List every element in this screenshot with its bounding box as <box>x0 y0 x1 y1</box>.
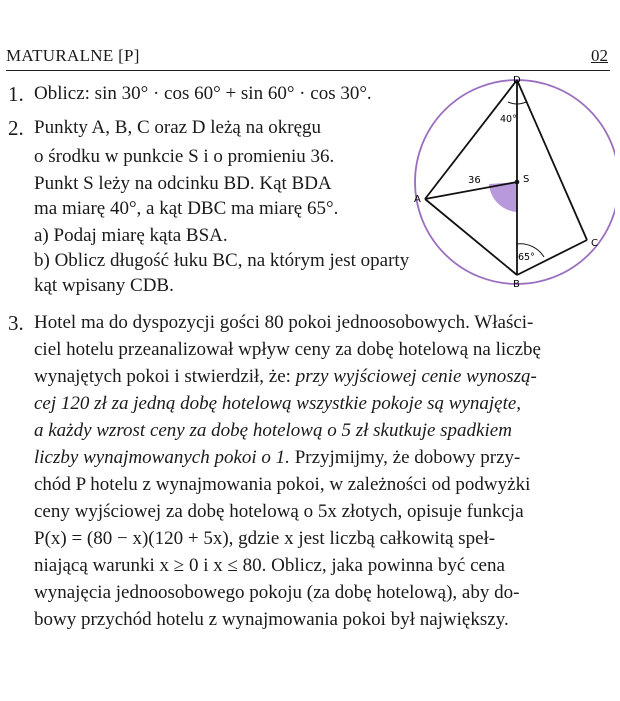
task-3-line-12: bowy przychód hotelu z wynajmowania pokoi był największy. <box>34 609 509 630</box>
label-d: D <box>513 75 521 86</box>
page-number: 02 <box>591 46 608 65</box>
task-3-line-10: niającą warunki x ≥ 0 i x ≤ 80. Oblicz, jaka powinna być cena <box>34 555 505 576</box>
task-1-text: Oblicz: sin 30° · cos 60° + sin 60° · cos 30°. <box>34 83 372 104</box>
label-c: C <box>591 238 598 249</box>
task-1-number: 1. <box>8 82 24 106</box>
task-2-line-1: Punkty A, B, C oraz D leżą na okręgu <box>34 117 322 138</box>
label-b: B <box>513 279 520 290</box>
radius-label: 36 <box>468 175 481 186</box>
task-3-line-8: ceny wyjściowej za dobę hotelową o 5x złotych, opisuje funkcja <box>34 501 524 522</box>
task-3-line-3b: przy wyjściowej cenie wynoszą- <box>295 366 537 387</box>
angle-d-label: 40° <box>500 114 517 125</box>
point-s <box>515 180 520 185</box>
task-3-line-11: wynajęcia jednoosobowego pokoju (za dobę hotelową), aby do- <box>34 582 520 603</box>
task-2-line-4: ma miarę 40°, a kąt DBC ma miarę 65°. <box>34 198 339 219</box>
segment-ab <box>425 199 517 275</box>
task-2-line-6: b) Oblicz długość łuku BC, na którym jest oparty <box>34 250 410 271</box>
task-2-line-2: o środku w punkcie S i o promieniu 36. <box>34 146 335 167</box>
label-a: A <box>414 194 421 205</box>
task-3-line-6b: Przyjmijmy, że dobowy przy- <box>294 447 521 468</box>
task-3-number: 3. <box>8 311 24 335</box>
task-2-line-7: kąt wpisany CDB. <box>34 275 174 296</box>
task-2-line-5: a) Podaj miarę kąta BSA. <box>34 225 228 246</box>
task-3-line-5: a każdy wzrost ceny za dobę hotelową o 5 zł skutkuje spadkiem <box>34 420 512 441</box>
task-3-line-6a: liczby wynajmowanych pokoi o 1. <box>34 447 290 468</box>
angle-b-label: 65° <box>518 252 535 263</box>
task-3-line-6 <box>34 444 618 471</box>
task-3-line-9: P(x) = (80 − x)(120 + 5x), gdzie x jest liczbą całkowitą speł- <box>34 528 496 549</box>
circle-figure <box>410 70 615 295</box>
task-3-line-7: chód P hotelu z wynajmowania pokoi, w zależności od podwyżki <box>34 474 531 495</box>
page-header <box>6 44 610 71</box>
task-2-number: 2. <box>8 116 24 140</box>
task-3-line-1: Hotel ma do dyspozycji gości 80 pokoi jednoosobowych. Właści- <box>34 312 534 333</box>
segment-dc <box>517 80 587 240</box>
label-s: S <box>523 174 530 185</box>
task-3-line-3 <box>34 363 618 390</box>
task-3-line-2: ciel hotelu przeanalizował wpływ ceny za dobę hotelową na liczbę <box>34 339 541 360</box>
task-3-body <box>34 309 618 633</box>
task-3-line-3a: wynajętych pokoi i stwierdził, że: <box>34 366 291 387</box>
task-2-line-3: Punkt S leży na odcinku BD. Kąt BDA <box>34 173 332 194</box>
exam-title: MATURALNE [P] <box>6 46 140 65</box>
task-3-line-4: cej 120 zł za jedną dobę hotelową wszystkie pokoje są wynajęte, <box>34 393 522 414</box>
